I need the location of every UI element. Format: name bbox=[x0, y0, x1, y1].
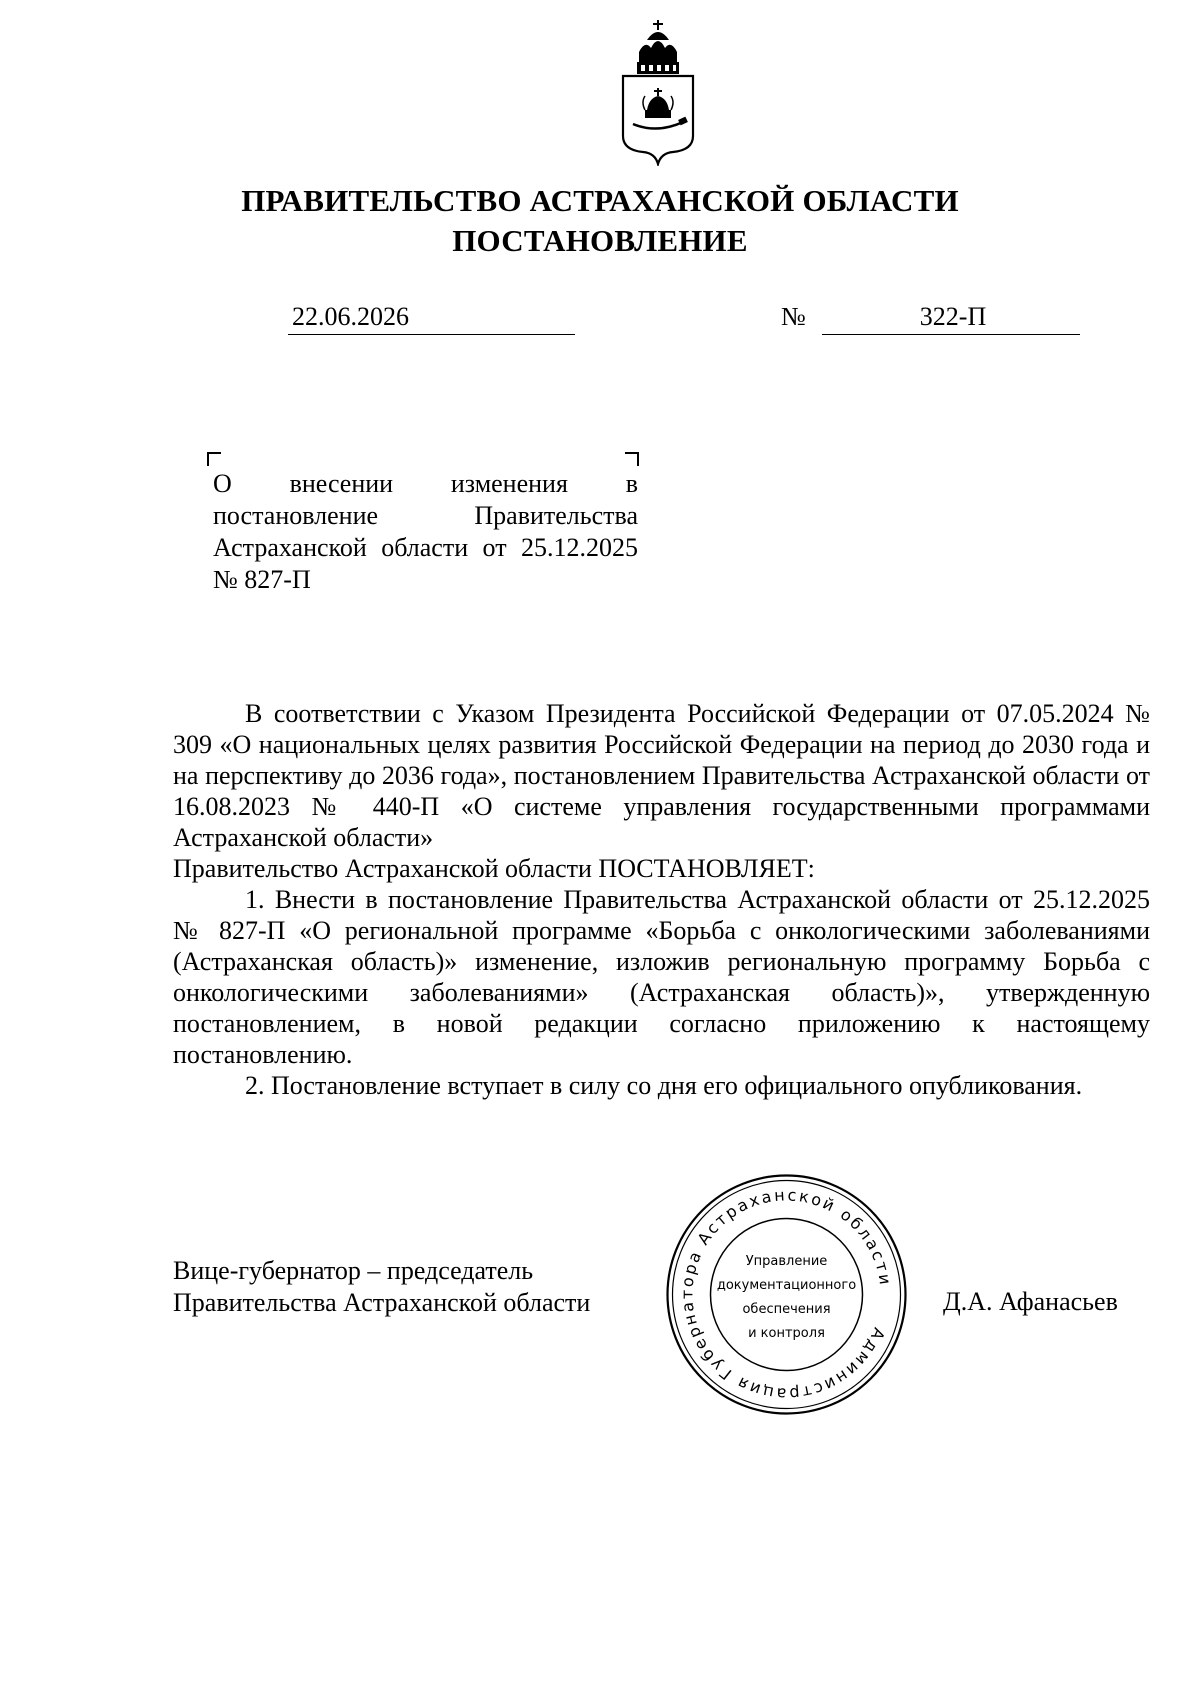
document-body bbox=[173, 698, 1150, 1101]
subject-corner-left bbox=[207, 452, 221, 466]
number-underline bbox=[822, 334, 1080, 335]
signer-position-line1: Вице-губернатор – председатель bbox=[173, 1256, 534, 1285]
document-number: 322-П bbox=[919, 302, 987, 331]
item-2-paragraph: 2. Постановление вступает в силу со дня его официального опубликования. bbox=[245, 1071, 1083, 1100]
stamp-outer-text: Администрация Губернатора Астраханской области bbox=[677, 1185, 896, 1404]
stamp-inner-line2: документационного bbox=[716, 1278, 857, 1293]
stamp-inner-line1: Управление bbox=[745, 1254, 828, 1269]
coat-of-arms-emblem bbox=[617, 18, 699, 166]
signer-position bbox=[173, 1255, 590, 1319]
stamp-inner-line4: и контроля bbox=[748, 1326, 825, 1341]
item-1-paragraph: 1. Внести в постановление Правительства Астраханской области от 25.12.2025 № 827-П «О региональной программе «Борьба с онкологическими заболеваниями (Астраханская область)» изменение, изложив региональную программу Борьба с онкологическими заболеваниями» (Астраханская область)», утвержденную постановлением, в новой редакции согласно приложению к настоящему постановлению. bbox=[173, 885, 1150, 1069]
signer-position-line2: Правительства Астраханской области bbox=[173, 1288, 591, 1317]
document-subject: О внесении изменения в постановление Правительства Астраханской области от 25.12.2025 № 827-П bbox=[213, 469, 638, 594]
number-sign: № bbox=[781, 302, 806, 331]
government-title: ПРАВИТЕЛЬСТВО АСТРАХАНСКОЙ ОБЛАСТИ bbox=[241, 183, 959, 218]
date-underline bbox=[288, 334, 575, 335]
official-stamp bbox=[664, 1172, 909, 1417]
stamp-inner-line3: обеспечения bbox=[742, 1302, 831, 1317]
round-seal-icon bbox=[664, 1172, 909, 1417]
subject-corner-right bbox=[625, 452, 639, 466]
signer-name: Д.А. Афанасьев bbox=[943, 1287, 1118, 1316]
decree-line: Правительство Астраханской области ПОСТАНОВЛЯЕТ: bbox=[173, 854, 815, 883]
document-type-title: ПОСТАНОВЛЕНИЕ bbox=[452, 223, 748, 258]
astrakhan-coat-of-arms-icon bbox=[617, 18, 699, 166]
preamble-paragraph: В соответствии с Указом Президента Российской Федерации от 07.05.2024 № 309 «О национальных целях развития Российской Федерации на период до 2030 года и на перспективу до 2036 года», постановлением Правительства Астраханской области от 16.08.2023 № 440-П «О системе управления государственными программами Астраханской области» bbox=[173, 699, 1150, 852]
document-date: 22.06.2026 bbox=[292, 302, 409, 331]
